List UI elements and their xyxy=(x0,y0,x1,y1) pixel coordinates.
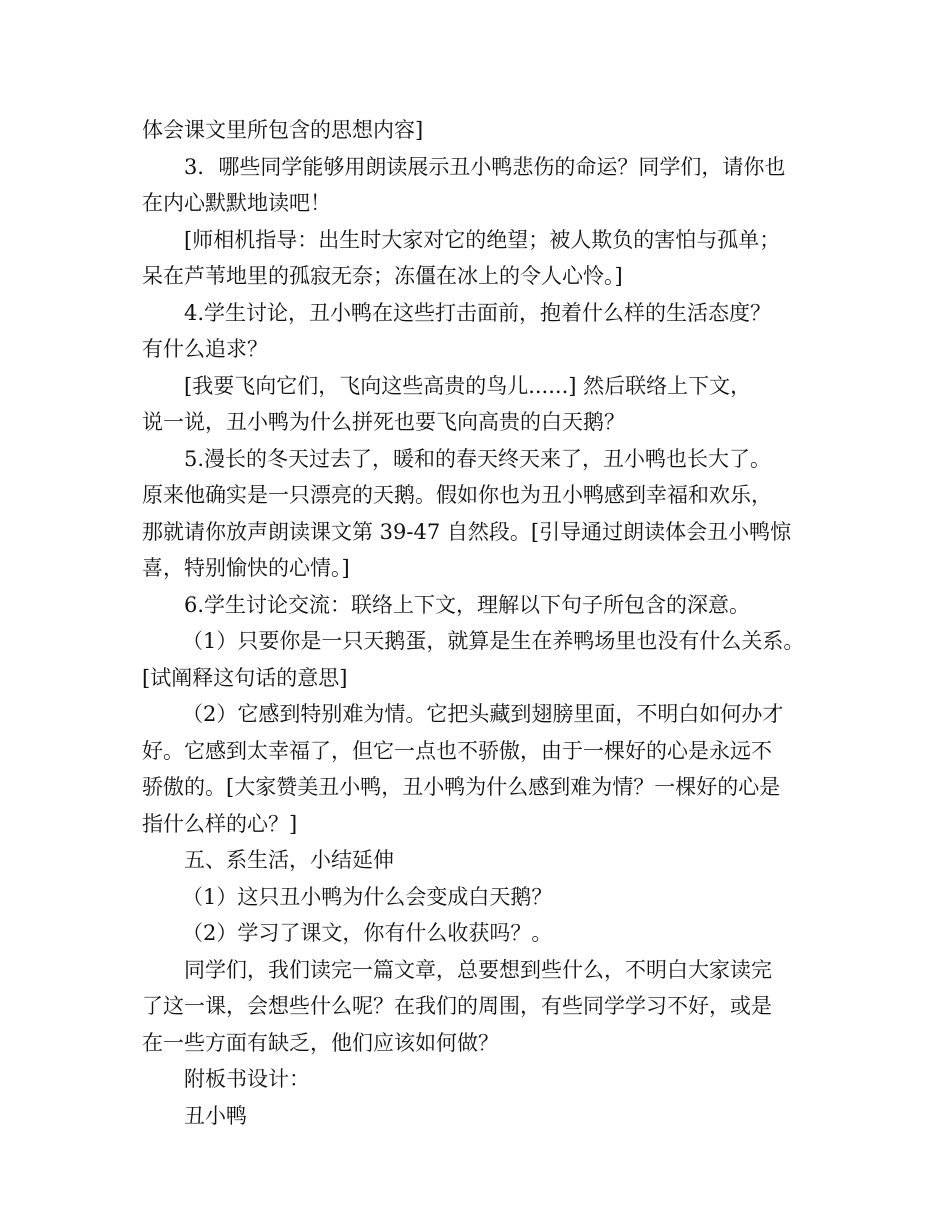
text-line: 在内心默默地读吧！ xyxy=(142,191,331,215)
text-line: （2）它感到特别难为情。它把头藏到翅膀里面，不明白如何办才 xyxy=(182,702,784,726)
text-line: 说一说，丑小鸭为什么拼死也要飞向高贵的白天鹅？ xyxy=(142,410,625,434)
text-line: 6.学生讨论交流：联络上下文，理解以下句子所包含的深意。 xyxy=(184,592,751,617)
document-body xyxy=(142,112,832,1134)
text-line: [我要飞向它们，飞向这些高贵的鸟儿......] 然后联络上下文， xyxy=(184,373,752,398)
text-line: 同学们，我们读完一篇文章，总要想到些什么，不明白大家读完 xyxy=(184,957,772,982)
text-line: 附板书设计： xyxy=(184,1067,310,1091)
text-line: 呆在芦苇地里的孤寂无奈；冻僵在冰上的令人心怜。] xyxy=(142,264,623,288)
text-line: 了这一课，会想些什么呢？在我们的周围，有些同学学习不好，或是 xyxy=(142,994,772,1018)
text-line: [试阐释这句话的意思] xyxy=(142,665,348,690)
text-line: 骄傲的。[大家赞美丑小鸭，丑小鸭为什么感到难为情？一棵好的心是 xyxy=(142,775,781,799)
text-line: 3．哪些同学能够用朗读展示丑小鸭悲伤的命运？同学们，请你也 xyxy=(184,154,786,179)
text-line: 丑小鸭 xyxy=(184,1103,247,1128)
text-line: [师相机指导：出生时大家对它的绝望；被人欺负的害怕与孤单； xyxy=(184,227,781,252)
text-line: 有什么追求？ xyxy=(142,337,268,361)
text-line: 原来他确实是一只漂亮的天鹅。假如你也为丑小鸭感到幸福和欢乐， xyxy=(142,483,772,507)
text-line: 好。它感到太幸福了，但它一点也不骄傲，由于一棵好的心是永远不 xyxy=(142,738,772,763)
text-line: 5.漫长的冬天过去了，暖和的春天终天来了，丑小鸭也长大了。 xyxy=(184,446,772,471)
section-heading: 五、系生活，小结延伸 xyxy=(184,848,394,872)
text-line: （2）学习了课文，你有什么收获吗？。 xyxy=(182,921,553,945)
text-line: （1）这只丑小鸭为什么会变成白天鹅？ xyxy=(182,884,553,909)
text-line: 喜，特别愉快的心情。] xyxy=(142,556,350,580)
text-line: （1）只要你是一只天鹅蛋，就算是生在养鸭场里也没有什么关系。 xyxy=(182,629,805,653)
text-line: 指什么样的心？] xyxy=(142,811,298,836)
text-line: 那就请你放声朗读课文第 39-47 自然段。[引导通过朗读体会丑小鸭惊 xyxy=(142,519,792,544)
text-line: 体会课文里所包含的思想内容] xyxy=(142,118,424,142)
text-line: 4.学生讨论，丑小鸭在这些打击面前，抱着什么样的生活态度？ xyxy=(184,300,772,325)
text-line: 在一些方面有缺乏，他们应该如何做？ xyxy=(142,1030,499,1055)
